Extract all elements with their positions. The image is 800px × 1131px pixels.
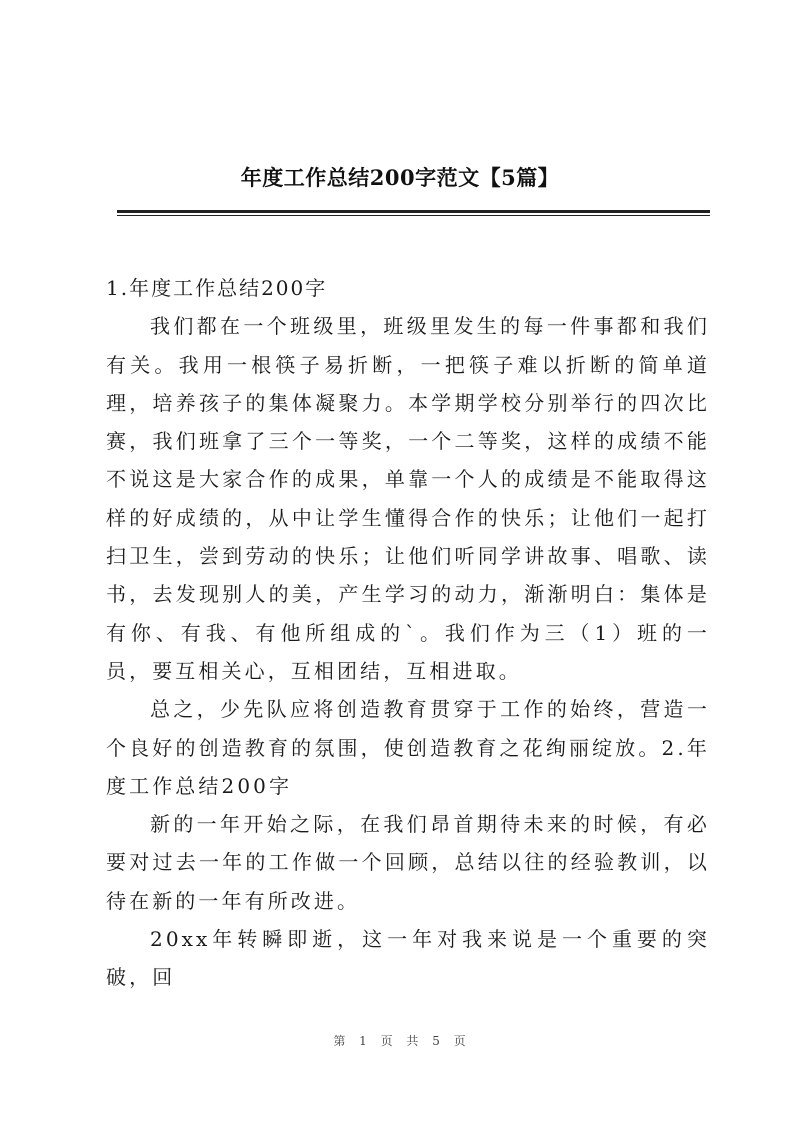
page-number-footer: 第 1 页 共 5 页	[333, 1034, 467, 1048]
title-divider-thick	[117, 210, 710, 213]
section-heading-1: 1.年度工作总结200字	[106, 276, 328, 300]
title-divider-thin	[117, 215, 710, 216]
body-paragraph: 新的一年开始之际，在我们昂首期待未来的时候，有必要对过去一年的工作做一个回顾，总结以往的经验教训，以待在新的一年有所改进。	[106, 812, 710, 913]
body-paragraph: 20xx年转瞬即逝，这一年对我来说是一个重要的突破，回	[106, 927, 710, 990]
body-paragraph: 总之，少先队应将创造教育贯穿于工作的始终，营造一个良好的创造教育的氛围，使创造教育之花绚丽绽放。2.年度工作总结200字	[106, 697, 710, 798]
document-body	[106, 269, 710, 997]
body-paragraph: 我们都在一个班级里，班级里发生的每一件事都和我们有关。我用一根筷子易折断，一把筷子难以折断的简单道理，培养孩子的集体凝聚力。本学期学校分别举行的四次比赛，我们班拿了三个一等奖，一个二等奖，这样的成绩不能不说这是大家合作的成果，单靠一个人的成绩是不能取得这样的好成绩的，从中让学生懂得合作的快乐；让他们一起打扫卫生，尝到劳动的快乐；让他们听同学讲故事、唱歌、读书，去发现别人的美，产生学习的动力，渐渐明白：集体是有你、有我、有他所组成的`。我们作为三（1）班的一员，要互相关心，互相团结，互相进取。	[106, 314, 710, 683]
document-title: 年度工作总结200字范文【5篇】	[240, 165, 560, 190]
